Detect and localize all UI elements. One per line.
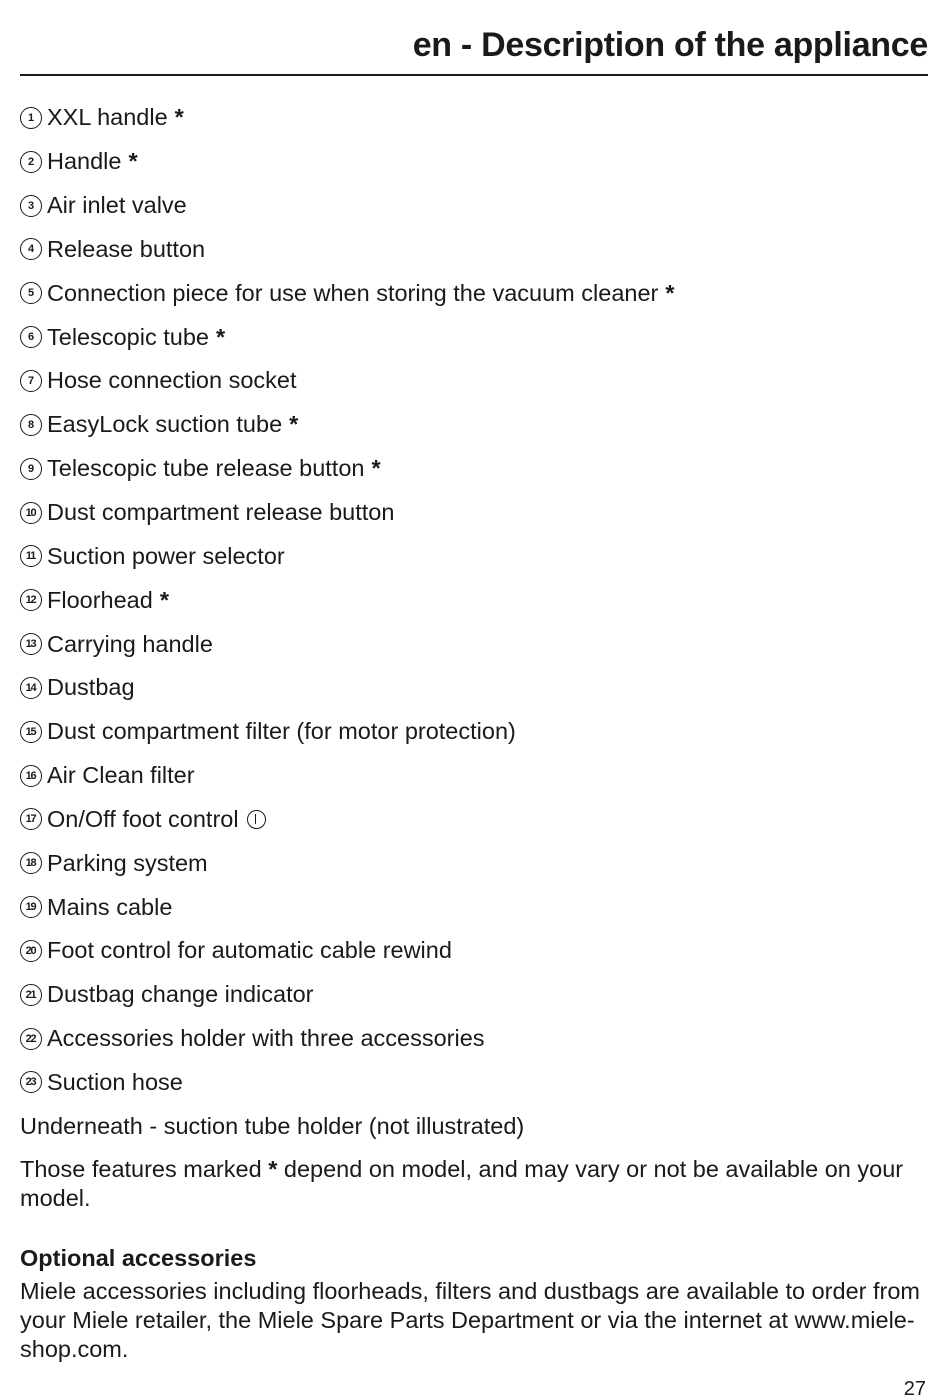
parts-list-item xyxy=(20,578,930,622)
item-number-badge: 6 xyxy=(20,326,42,348)
item-label: XXL handle xyxy=(47,104,168,131)
parts-list-item xyxy=(20,929,930,973)
parts-list-item xyxy=(20,359,930,403)
item-number-badge: 21 xyxy=(20,984,42,1006)
item-label: On/Off foot control xyxy=(47,805,239,832)
item-number-badge: 2 xyxy=(20,151,42,173)
model-dependent-star: * xyxy=(289,411,299,438)
parts-list-item xyxy=(20,710,930,754)
item-label: Connection piece for use when storing the vacuum cleaner xyxy=(47,279,659,306)
model-dependent-star: * xyxy=(159,586,169,613)
item-label: Dust compartment release button xyxy=(47,499,395,526)
item-label: Release button xyxy=(47,235,206,262)
item-label: Dustbag xyxy=(47,674,135,701)
parts-list-item xyxy=(20,403,930,447)
item-number-badge: 14 xyxy=(20,677,42,699)
model-dependent-star: * xyxy=(665,279,675,306)
item-label: Suction hose xyxy=(47,1068,183,1095)
item-number-badge: 9 xyxy=(20,458,42,480)
item-label: Mains cable xyxy=(47,893,173,920)
parts-list-item xyxy=(20,534,930,578)
item-label: Air Clean filter xyxy=(47,762,195,789)
item-number-badge: 12 xyxy=(20,589,42,611)
note-features-star: * xyxy=(268,1156,278,1182)
note-features-lead: Those features marked xyxy=(20,1156,269,1182)
parts-list-item xyxy=(20,315,930,359)
parts-list-item xyxy=(20,228,930,272)
accessories-heading: Optional accessories xyxy=(20,1245,257,1271)
item-number-badge: 16 xyxy=(20,765,42,787)
model-dependent-star: * xyxy=(371,455,381,482)
model-dependent-star: * xyxy=(128,148,138,175)
item-label: Dustbag change indicator xyxy=(47,981,314,1008)
item-number-badge: 7 xyxy=(20,370,42,392)
item-number-badge: 20 xyxy=(20,940,42,962)
parts-list-item xyxy=(20,184,930,228)
parts-list-item xyxy=(20,140,930,184)
item-number-badge: 10 xyxy=(20,502,42,524)
parts-list-item xyxy=(20,1061,930,1105)
parts-list-item xyxy=(20,1017,930,1061)
item-label: Parking system xyxy=(47,849,208,876)
item-number-badge: 8 xyxy=(20,414,42,436)
item-number-badge: 17 xyxy=(20,808,42,830)
page-number: 27 xyxy=(903,1378,926,1400)
accessories-text: Miele accessories including floorheads, filters and dustbags are available to order from your Miele retailer, the Miele Spare Parts Department or via the internet at www.miele-shop.com. xyxy=(20,1278,920,1362)
parts-list-item xyxy=(20,96,930,140)
item-number-badge: 19 xyxy=(20,896,42,918)
item-label: Foot control for automatic cable rewind xyxy=(47,937,452,964)
item-label: Telescopic tube release button xyxy=(47,455,365,482)
parts-list-item xyxy=(20,798,930,842)
page-title: en - Description of the appliance xyxy=(412,26,928,64)
parts-list-item xyxy=(20,841,930,885)
item-label: Accessories holder with three accessories xyxy=(47,1025,485,1052)
item-number-badge: 22 xyxy=(20,1028,42,1050)
item-number-badge: 13 xyxy=(20,633,42,655)
note-features-rest: depend on model, and may vary or not be available on your model. xyxy=(20,1156,904,1211)
parts-list-item xyxy=(20,447,930,491)
item-number-badge: 3 xyxy=(20,195,42,217)
parts-list-item xyxy=(20,622,930,666)
model-dependent-star: * xyxy=(216,323,226,350)
parts-list-item xyxy=(20,885,930,929)
parts-list-item xyxy=(20,271,930,315)
item-number-badge: 18 xyxy=(20,852,42,874)
item-label: EasyLock suction tube xyxy=(47,411,283,438)
page-header xyxy=(20,22,928,76)
parts-list-item xyxy=(20,491,930,535)
item-label: Suction power selector xyxy=(47,542,285,569)
parts-list xyxy=(20,96,930,1104)
item-number-badge: 4 xyxy=(20,238,42,260)
item-label: Floorhead xyxy=(47,586,153,613)
power-icon xyxy=(247,810,266,829)
item-number-badge: 5 xyxy=(20,282,42,304)
item-label: Carrying handle xyxy=(47,630,213,657)
item-label: Dust compartment filter (for motor protection) xyxy=(47,718,516,745)
note-features xyxy=(20,1155,930,1213)
parts-list-item xyxy=(20,754,930,798)
parts-list-item xyxy=(20,973,930,1017)
note-underneath: Underneath - suction tube holder (not illustrated) xyxy=(20,1113,525,1139)
item-number-badge: 23 xyxy=(20,1071,42,1093)
item-number-badge: 11 xyxy=(20,545,42,567)
parts-list-item xyxy=(20,666,930,710)
item-label: Hose connection socket xyxy=(47,367,297,394)
item-label: Telescopic tube xyxy=(47,323,209,350)
item-label: Handle xyxy=(47,148,122,175)
item-number-badge: 1 xyxy=(20,107,42,129)
item-number-badge: 15 xyxy=(20,721,42,743)
item-label: Air inlet valve xyxy=(47,192,187,219)
model-dependent-star: * xyxy=(174,104,184,131)
